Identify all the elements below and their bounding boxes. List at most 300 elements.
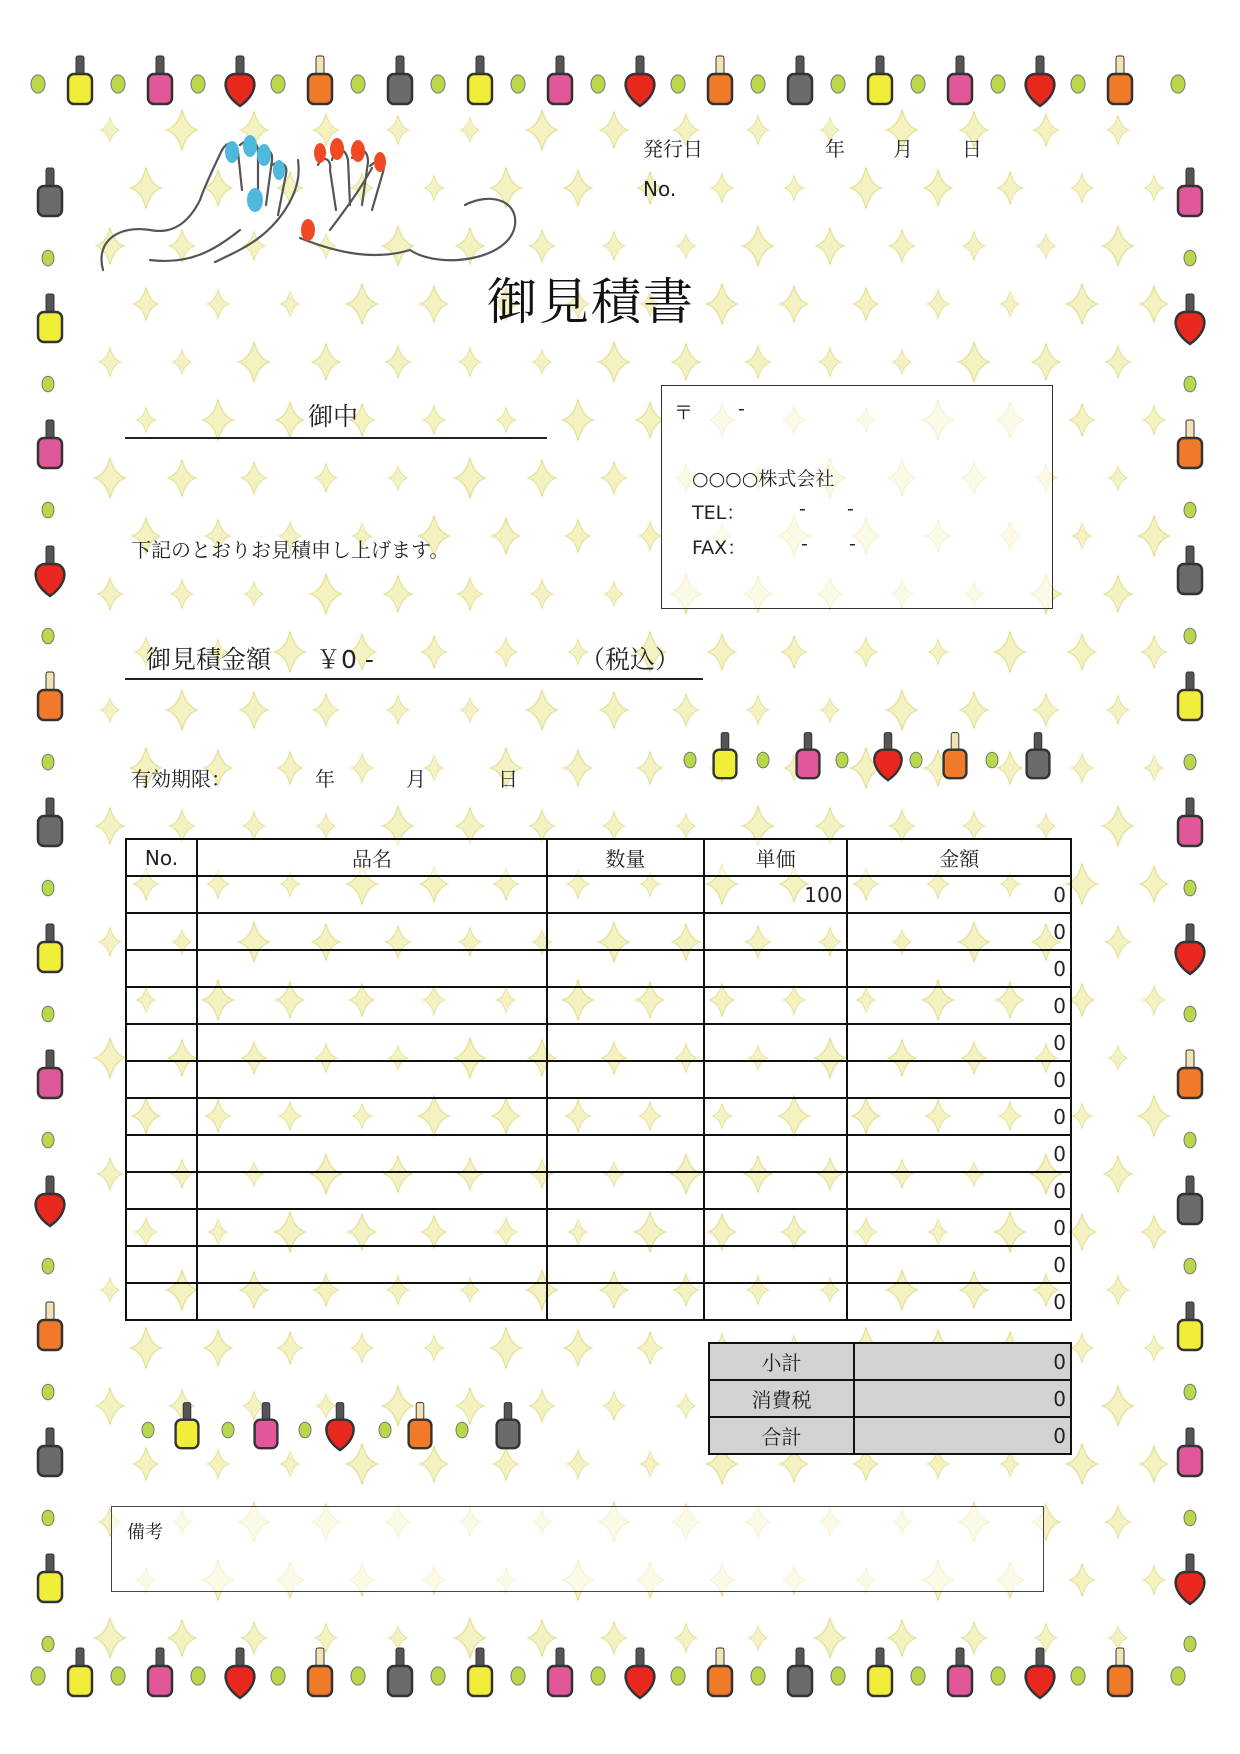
dot-icon — [42, 502, 54, 518]
sparkle-icon — [1000, 1451, 1019, 1477]
cell-amount[interactable]: 0 — [847, 876, 1071, 913]
sparkle-icon — [1032, 343, 1060, 380]
dot-icon — [31, 75, 45, 93]
dot-icon — [591, 1667, 605, 1685]
cell-item-name[interactable] — [197, 1209, 547, 1246]
sparkle-icon — [387, 115, 409, 144]
sparkle-icon — [422, 635, 447, 668]
valid-day-label: 日 — [498, 767, 518, 791]
cell-amount[interactable]: 0 — [847, 1098, 1071, 1135]
sparkle-icon — [1103, 226, 1134, 267]
sparkle-icon — [782, 635, 807, 668]
sparkle-icon — [275, 632, 306, 673]
nail-polish-icon — [409, 1403, 432, 1449]
sparkle-icon — [423, 405, 445, 434]
sparkle-icon — [280, 291, 299, 317]
sparkle-icon — [383, 226, 414, 267]
sparkle-icon — [962, 1621, 987, 1654]
cell-unit-price[interactable] — [704, 1024, 848, 1061]
sparkle-icon — [564, 169, 592, 206]
sparkle-icon — [100, 697, 119, 723]
cell-unit-price[interactable] — [704, 950, 848, 987]
sparkle-icon — [1139, 1096, 1170, 1137]
sparkle-icon — [676, 813, 695, 839]
sparkle-icon — [1068, 633, 1096, 670]
sparkle-icon — [1106, 1505, 1131, 1538]
sparkle-icon — [316, 813, 335, 839]
sparkle-icon — [99, 347, 121, 376]
sparkle-icon — [1068, 1213, 1096, 1250]
remarks-box[interactable] — [111, 1506, 1044, 1592]
sparkle-icon — [168, 1619, 196, 1656]
dot-icon — [1184, 1132, 1196, 1148]
sparkle-icon — [99, 927, 121, 956]
sparkle-icon — [820, 697, 839, 723]
nail-polish-icon — [1108, 1648, 1132, 1696]
sparkle-icon — [495, 637, 517, 666]
dot-icon — [1184, 376, 1196, 392]
nail-polish-icon — [68, 56, 92, 104]
dot-icon — [42, 880, 54, 896]
sparkle-icon — [530, 1389, 555, 1422]
sparkle-icon — [1108, 465, 1127, 491]
cell-amount[interactable]: 0 — [847, 1246, 1071, 1283]
sparkle-icon — [1108, 1625, 1127, 1651]
dot-icon — [42, 1006, 54, 1022]
sparkle-icon — [456, 1387, 484, 1424]
nail-polish-icon — [1178, 546, 1202, 594]
nail-polish-icon — [36, 546, 65, 596]
cell-amount[interactable]: 0 — [847, 1061, 1071, 1098]
sparkle-icon — [171, 579, 193, 608]
sparkle-icon — [1000, 291, 1019, 317]
sparkle-icon — [1072, 1103, 1091, 1129]
cell-no[interactable] — [126, 1209, 197, 1246]
nail-polish-icon — [68, 1648, 92, 1696]
dot-icon — [1184, 1258, 1196, 1274]
table-row — [126, 1209, 1071, 1246]
cell-amount[interactable]: 0 — [847, 987, 1071, 1024]
sparkle-icon — [636, 401, 664, 438]
sparkle-icon — [527, 110, 558, 151]
cell-no[interactable] — [126, 1172, 197, 1209]
cell-item-name[interactable] — [197, 913, 547, 950]
recipient-underline — [125, 437, 547, 439]
sparkle-icon — [1139, 516, 1170, 557]
sparkle-icon — [95, 1618, 126, 1659]
sparkle-icon — [963, 811, 985, 840]
sparkle-icon — [746, 345, 771, 378]
nail-polish-icon — [868, 1648, 892, 1696]
dot-icon — [1184, 1384, 1196, 1400]
estimate-amount-value: ￥0 - — [316, 645, 374, 674]
cell-no[interactable] — [126, 1135, 197, 1172]
cell-quantity[interactable] — [547, 913, 704, 950]
sparkle-icon — [604, 581, 623, 607]
nail-polish-icon — [497, 1403, 520, 1449]
sparkle-icon — [530, 229, 555, 262]
sparkle-icon — [1142, 635, 1167, 668]
nail-polish-icon — [148, 56, 172, 104]
sparkle-icon — [167, 110, 198, 151]
cell-no[interactable] — [126, 987, 197, 1024]
fax-dash-2: - — [849, 533, 856, 555]
cell-amount[interactable]: 0 — [847, 1172, 1071, 1209]
sparkle-icon — [998, 751, 1023, 784]
nail-polish-icon — [788, 1648, 812, 1696]
sparkle-icon — [603, 231, 625, 260]
sparkle-icon — [424, 175, 443, 201]
cell-amount[interactable]: 0 — [847, 913, 1071, 950]
cell-item-name[interactable] — [197, 1172, 547, 1209]
sparkle-icon — [1067, 284, 1098, 325]
intro-text: 下記のとおりお見積申し上げます。 — [131, 538, 450, 562]
cell-unit-price[interactable] — [704, 1246, 848, 1283]
sparkle-icon — [747, 695, 769, 724]
cell-item-name[interactable] — [197, 1135, 547, 1172]
sparkle-icon — [351, 1333, 373, 1362]
cell-quantity[interactable] — [547, 1098, 704, 1135]
cell-amount[interactable]: 0 — [847, 1283, 1071, 1320]
subtotal-value: 0 — [854, 1343, 1071, 1380]
nail-polish-icon — [1178, 1302, 1202, 1350]
nail-polish-icon — [874, 733, 901, 781]
sparkle-icon — [672, 343, 700, 380]
dot-icon — [1184, 880, 1196, 896]
sparkle-icon — [603, 1391, 625, 1420]
tel-dash-2: - — [847, 498, 854, 520]
cell-quantity[interactable] — [547, 987, 704, 1024]
cell-quantity[interactable] — [547, 1135, 704, 1172]
cell-no[interactable] — [126, 1098, 197, 1135]
dot-icon — [910, 752, 922, 768]
sparkle-icon — [388, 465, 407, 491]
cell-amount[interactable]: 0 — [847, 1209, 1071, 1246]
sparkle-icon — [167, 690, 198, 731]
sparkle-icon — [600, 111, 628, 148]
cell-no[interactable] — [126, 1024, 197, 1061]
sparkle-icon — [890, 229, 915, 262]
estimate-amount-label: 御見積金額 — [146, 645, 272, 674]
sparkle-icon — [887, 690, 918, 731]
sparkle-icon — [600, 691, 628, 728]
cell-no[interactable] — [126, 1283, 197, 1320]
sparkle-icon — [207, 1449, 229, 1478]
sparkle-icon — [532, 349, 551, 375]
valid-year-label: 年 — [315, 767, 335, 791]
cell-amount[interactable]: 0 — [847, 1135, 1071, 1172]
column-header-item-name: 品名 — [197, 839, 547, 876]
sparkle-icon — [780, 285, 808, 322]
sparkle-icon — [1036, 233, 1055, 259]
dot-icon — [42, 1384, 54, 1400]
cell-unit-price[interactable] — [704, 1061, 848, 1098]
dot-icon — [1171, 1667, 1185, 1685]
cell-item-name[interactable] — [197, 1283, 547, 1320]
dot-icon — [831, 75, 845, 93]
nail-polish-icon — [468, 1648, 492, 1696]
sparkle-icon — [383, 1386, 414, 1427]
sparkle-icon — [96, 807, 124, 844]
sparkle-icon — [743, 226, 774, 267]
sparkle-icon — [748, 1625, 767, 1651]
sparkle-icon — [239, 342, 270, 383]
cell-unit-price[interactable] — [704, 987, 848, 1024]
dot-icon — [351, 75, 365, 93]
nail-polish-icon — [1176, 294, 1205, 344]
dot-icon — [42, 1636, 54, 1652]
sparkle-icon — [459, 347, 481, 376]
cell-item-name[interactable] — [197, 1246, 547, 1283]
sparkle-icon — [168, 459, 196, 496]
dot-icon — [911, 1667, 925, 1685]
nail-polish-icon — [148, 1648, 172, 1696]
dot-icon — [1184, 250, 1196, 266]
sparkle-icon — [95, 1038, 126, 1079]
valid-until-label: 有効期限： — [131, 767, 231, 791]
sparkle-icon — [1144, 1335, 1163, 1361]
total-value: 0 — [854, 1417, 1071, 1454]
nail-polish-icon — [948, 1648, 972, 1696]
sparkle-icon — [388, 1625, 407, 1651]
sparkle-icon — [602, 461, 627, 494]
sparkle-icon — [420, 1445, 448, 1482]
sparkle-icon — [528, 459, 556, 496]
sparkle-icon — [134, 287, 159, 320]
table-row — [126, 987, 1071, 1024]
sparkle-icon — [204, 1329, 232, 1366]
sparkle-icon — [855, 637, 877, 666]
nail-polish-icon — [626, 56, 655, 106]
dot-icon — [379, 1422, 391, 1438]
cell-item-name[interactable] — [197, 950, 547, 987]
dot-icon — [991, 75, 1005, 93]
cell-unit-price[interactable] — [704, 1135, 848, 1172]
dot-icon — [42, 628, 54, 644]
cell-unit-price[interactable] — [704, 1283, 848, 1320]
cell-item-name[interactable] — [197, 1061, 547, 1098]
sparkle-icon — [492, 517, 520, 554]
dot-icon — [1184, 1006, 1196, 1022]
table-row — [126, 1024, 1071, 1061]
sparkle-icon — [100, 117, 119, 143]
dot-icon — [831, 1667, 845, 1685]
sparkle-icon — [1070, 1563, 1095, 1596]
cell-unit-price[interactable]: 100 — [704, 876, 848, 913]
cell-no[interactable] — [126, 1246, 197, 1283]
total-label: 合計 — [709, 1417, 854, 1454]
cell-no[interactable] — [126, 1061, 197, 1098]
dot-icon — [42, 1132, 54, 1148]
dot-icon — [1184, 628, 1196, 644]
table-row — [126, 1246, 1071, 1283]
dot-icon — [271, 75, 285, 93]
issue-day-label: 日 — [962, 137, 982, 161]
nail-polish-icon — [548, 56, 572, 104]
cell-quantity[interactable] — [547, 1246, 704, 1283]
nail-polish-icon — [708, 1648, 732, 1696]
cell-quantity[interactable] — [547, 950, 704, 987]
dot-icon — [42, 1510, 54, 1526]
dot-icon — [1184, 1636, 1196, 1652]
dot-icon — [299, 1422, 311, 1438]
column-header-amount: 金額 — [847, 839, 1071, 876]
sparkle-icon — [244, 581, 263, 607]
column-header-quantity: 数量 — [547, 839, 704, 876]
nail-polish-icon — [1176, 1554, 1205, 1604]
cell-unit-price[interactable] — [704, 1098, 848, 1135]
cell-no[interactable] — [126, 876, 197, 913]
dot-icon — [142, 1422, 154, 1438]
table-row — [126, 1283, 1071, 1320]
dot-icon — [751, 75, 765, 93]
cell-unit-price[interactable] — [704, 913, 848, 950]
sparkle-icon — [995, 632, 1026, 673]
sparkle-icon — [242, 461, 267, 494]
cell-quantity[interactable] — [547, 1209, 704, 1246]
dot-icon — [431, 1667, 445, 1685]
cell-amount[interactable]: 0 — [847, 1024, 1071, 1061]
dot-icon — [42, 1258, 54, 1274]
table-row — [126, 950, 1071, 987]
sparkle-icon — [1071, 1333, 1093, 1362]
cell-no[interactable] — [126, 913, 197, 950]
cell-quantity[interactable] — [547, 1061, 704, 1098]
sparkle-icon — [242, 1621, 267, 1654]
nail-polish-icon — [38, 798, 62, 846]
sparkle-icon — [1143, 405, 1165, 434]
sparkle-icon — [928, 639, 947, 665]
dot-icon — [836, 752, 848, 768]
nail-polish-icon — [36, 1176, 65, 1226]
cell-quantity[interactable] — [547, 876, 704, 913]
sparkle-icon — [96, 1387, 124, 1424]
nail-polish-icon — [468, 56, 492, 104]
sparkle-icon — [491, 1328, 522, 1369]
sparkle-icon — [1140, 865, 1168, 902]
cell-unit-price[interactable] — [704, 1172, 848, 1209]
nail-polish-icon — [1178, 1050, 1202, 1098]
sparkle-icon — [314, 693, 339, 726]
document-title: 御見積書 — [487, 273, 695, 331]
dot-icon — [351, 1667, 365, 1685]
sparkle-icon — [638, 751, 663, 784]
nail-polish-icon — [948, 56, 972, 104]
nail-polish-icon — [388, 56, 412, 104]
sparkle-icon — [1104, 575, 1132, 612]
subtotal-row — [709, 1343, 1071, 1380]
sparkle-icon — [204, 169, 232, 206]
sparkle-icon — [1103, 806, 1134, 847]
dot-icon — [111, 1667, 125, 1685]
cell-item-name[interactable] — [197, 876, 547, 913]
amount-underline — [125, 678, 703, 680]
sparkle-icon — [1143, 985, 1165, 1014]
dot-icon — [31, 1667, 45, 1685]
sparkle-icon — [815, 1618, 846, 1659]
sparkle-icon — [888, 1619, 916, 1656]
sparkle-icon — [819, 347, 841, 376]
sparkle-icon — [312, 343, 340, 380]
dot-icon — [456, 1422, 468, 1438]
sparkle-icon — [854, 287, 879, 320]
dot-icon — [42, 376, 54, 392]
sparkle-icon — [1107, 1275, 1129, 1304]
sparkle-icon — [131, 168, 162, 209]
remarks-label: 備考 — [127, 1522, 163, 1543]
sparkle-icon — [676, 233, 695, 259]
issue-date-label: 発行日 — [643, 137, 703, 161]
sparkle-icon — [460, 117, 479, 143]
dot-icon — [1184, 754, 1196, 770]
dot-icon — [684, 752, 696, 768]
sparkle-icon — [1144, 755, 1163, 781]
cell-quantity[interactable] — [547, 1172, 704, 1209]
table-row — [126, 1135, 1071, 1172]
sparkle-icon — [640, 1451, 659, 1477]
cell-quantity[interactable] — [547, 1283, 704, 1320]
cell-item-name[interactable] — [197, 1098, 547, 1135]
recipient-suffix: 御中 — [308, 402, 359, 431]
fax-label: FAX： — [692, 537, 747, 559]
subtotal-label: 小計 — [709, 1343, 854, 1380]
cell-no[interactable] — [126, 950, 197, 987]
sparkle-icon — [1107, 695, 1129, 724]
dot-icon — [42, 250, 54, 266]
sparkle-icon — [639, 521, 661, 550]
sparkle-icon — [674, 693, 699, 726]
sparkle-icon — [243, 811, 265, 840]
sparkle-icon — [1106, 925, 1131, 958]
tax-row — [709, 1380, 1071, 1417]
sparkle-icon — [851, 168, 882, 209]
nail-polish-icon — [38, 1428, 62, 1476]
sparkle-icon — [351, 753, 373, 782]
tax-value: 0 — [854, 1380, 1071, 1417]
document-number-label: No. — [643, 177, 677, 201]
nail-polish-icon — [868, 56, 892, 104]
dot-icon — [271, 1667, 285, 1685]
table-row — [126, 1061, 1071, 1098]
tel-dash-1: - — [799, 498, 806, 520]
sparkle-icon — [707, 284, 738, 325]
sparkle-icon — [203, 400, 234, 441]
cell-item-name[interactable] — [197, 1024, 547, 1061]
nail-polish-icon — [388, 1648, 412, 1696]
nail-polish-icon — [1026, 1648, 1055, 1698]
table-row — [126, 876, 1071, 913]
dot-icon — [991, 1667, 1005, 1685]
nail-polish-icon — [1108, 56, 1132, 104]
sparkle-icon — [599, 342, 630, 383]
sparkle-icon — [316, 1393, 335, 1419]
cell-quantity[interactable] — [547, 1024, 704, 1061]
sparkle-icon — [747, 115, 769, 144]
cell-amount[interactable]: 0 — [847, 950, 1071, 987]
sparkle-icon — [1108, 1045, 1127, 1071]
sparkle-icon — [566, 519, 591, 552]
sparkle-icon — [95, 458, 126, 499]
cell-item-name[interactable] — [197, 987, 547, 1024]
tax-label: 消費税 — [709, 1380, 854, 1417]
hands-illustration — [101, 141, 515, 270]
issue-year-label: 年 — [825, 137, 845, 161]
column-header-no: No. — [126, 839, 197, 876]
dot-icon — [911, 75, 925, 93]
sparkle-icon — [496, 407, 515, 433]
cell-unit-price[interactable] — [704, 1209, 848, 1246]
dot-icon — [1184, 1510, 1196, 1526]
